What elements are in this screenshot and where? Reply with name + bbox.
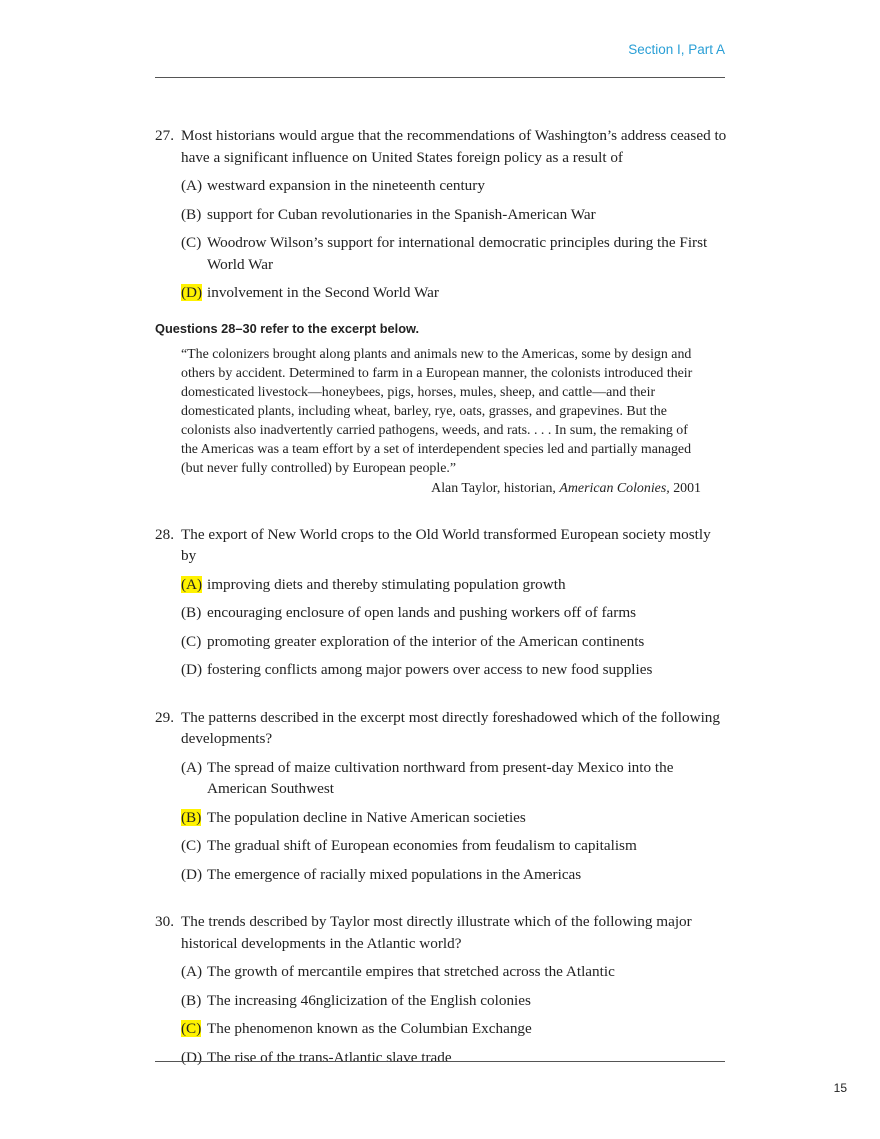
answer-choice-a <box>181 757 727 800</box>
choice-text: improving diets and thereby stimulating population growth <box>207 575 566 593</box>
question-stem <box>155 707 727 750</box>
answer-choice-b <box>181 602 727 624</box>
choice-text: involvement in the Second World War <box>207 284 439 301</box>
choice-text: fostering conflicts among major powers over access to new food supplies <box>207 661 653 678</box>
question-number: 28. <box>155 525 174 543</box>
question-number: 30. <box>155 913 174 930</box>
answer-choice-c <box>181 631 727 653</box>
answer-choice-c <box>181 835 727 857</box>
answer-choice-a <box>181 961 727 983</box>
excerpt-citation <box>181 479 701 498</box>
choice-text: westward expansion in the nineteenth century <box>207 177 485 194</box>
choice-text: promoting greater exploration of the interior of the American continents <box>207 632 645 650</box>
highlighted-answer-letter: (D) <box>181 284 203 301</box>
excerpt-intro: Questions 28–30 refer to the excerpt below. <box>155 320 420 336</box>
question-29 <box>155 707 727 886</box>
question-stem <box>155 524 727 567</box>
citation-author: Alan Taylor, historian, <box>431 480 560 496</box>
choice-letter: (B) <box>181 205 202 223</box>
answer-choice-a <box>181 175 727 197</box>
choice-letter: (A) <box>181 963 203 980</box>
choice-text: Woodrow Wilson’s support for international democratic principles during the First World War <box>207 234 708 273</box>
page-number: 15 <box>833 1081 847 1095</box>
question-text: The trends described by Taylor most directly illustrate which of the following major historical developments in the Atlantic world? <box>181 913 692 952</box>
choice-text: The increasing 46nglicization of the English colonies <box>207 991 531 1009</box>
choice-text: The phenomenon known as the Columbian Exchange <box>207 1020 532 1037</box>
highlighted-answer-letter: (A) <box>181 575 203 593</box>
top-divider <box>155 77 725 78</box>
answer-choice-b <box>181 204 727 226</box>
choice-text: encouraging enclosure of open lands and pushing workers off of farms <box>207 604 637 621</box>
choice-text: The growth of mercantile empires that stretched across the Atlantic <box>207 963 615 980</box>
choice-text: The gradual shift of European economies from feudalism to capitalism <box>207 837 637 854</box>
answer-choice-d <box>181 282 727 304</box>
choice-text: The emergence of racially mixed populations in the Americas <box>207 865 582 883</box>
choice-letter: (C) <box>181 632 202 650</box>
highlighted-answer-letter: (C) <box>181 1020 202 1037</box>
choice-text: The population decline in Native American societies <box>207 808 526 826</box>
choice-letter: (D) <box>181 1048 203 1066</box>
answer-choice-d <box>181 659 727 681</box>
choice-letter: (D) <box>181 865 203 883</box>
question-30 <box>155 911 727 1068</box>
citation-title: American Colonies, <box>559 480 670 496</box>
highlighted-answer-letter: (B) <box>181 808 202 826</box>
answer-choice-a <box>181 574 727 596</box>
question-number: 29. <box>155 708 174 726</box>
question-text: The export of New World crops to the Old World transformed European society mostly by <box>181 525 711 564</box>
choice-letter: (A) <box>181 177 203 194</box>
question-text: Most historians would argue that the recommendations of Washington’s address ceased to have a significant influence on United States foreign policy as a result of <box>181 127 727 166</box>
choice-text: The spread of maize cultivation northward from present-day Mexico into the American Southwest <box>207 758 674 797</box>
question-number: 27. <box>155 127 174 144</box>
question-text: The patterns described in the excerpt most directly foreshadowed which of the following developments? <box>181 708 720 747</box>
choice-letter: (B) <box>181 604 202 621</box>
answer-choice-d <box>181 864 727 886</box>
excerpt-quote: “The colonizers brought along plants and animals new to the Americas, some by design and others by accident. Determined to farm in a European manner, the colonists introduced their domesticated livestock—honeybees, pigs, horses, mules, sheep, and cattle—and their domesticated plants, including wheat, barley, rye, oats, grasses, and grapevines. But the colonists also inadvertently carried pathogens, weeds, and rats. . . . In sum, the remaking of the Americas was a team effort by a set of interdependent species led and partially managed (but never fully controlled) by European people.” <box>181 346 693 476</box>
choice-letter: (B) <box>181 991 202 1009</box>
answer-choice-b <box>181 990 727 1012</box>
choice-letter: (D) <box>181 661 203 678</box>
page-content <box>155 125 727 1068</box>
excerpt-block <box>181 345 701 498</box>
question-28 <box>155 524 727 681</box>
section-header: Section I, Part A <box>628 42 725 57</box>
answer-choice-c <box>181 232 727 275</box>
answer-choice-d <box>181 1047 727 1069</box>
choice-letter: (C) <box>181 234 202 251</box>
answer-choice-c <box>181 1018 727 1040</box>
choice-text: support for Cuban revolutionaries in the Spanish-American War <box>207 205 596 223</box>
choice-letter: (C) <box>181 837 202 854</box>
bottom-divider <box>155 1061 725 1062</box>
choice-text: The rise of the trans-Atlantic slave trade <box>207 1048 452 1066</box>
answer-choice-b <box>181 807 727 829</box>
citation-year: 2001 <box>669 480 701 496</box>
choice-letter: (A) <box>181 758 203 776</box>
question-stem <box>155 125 727 168</box>
question-stem <box>155 911 727 954</box>
question-27 <box>155 125 727 304</box>
